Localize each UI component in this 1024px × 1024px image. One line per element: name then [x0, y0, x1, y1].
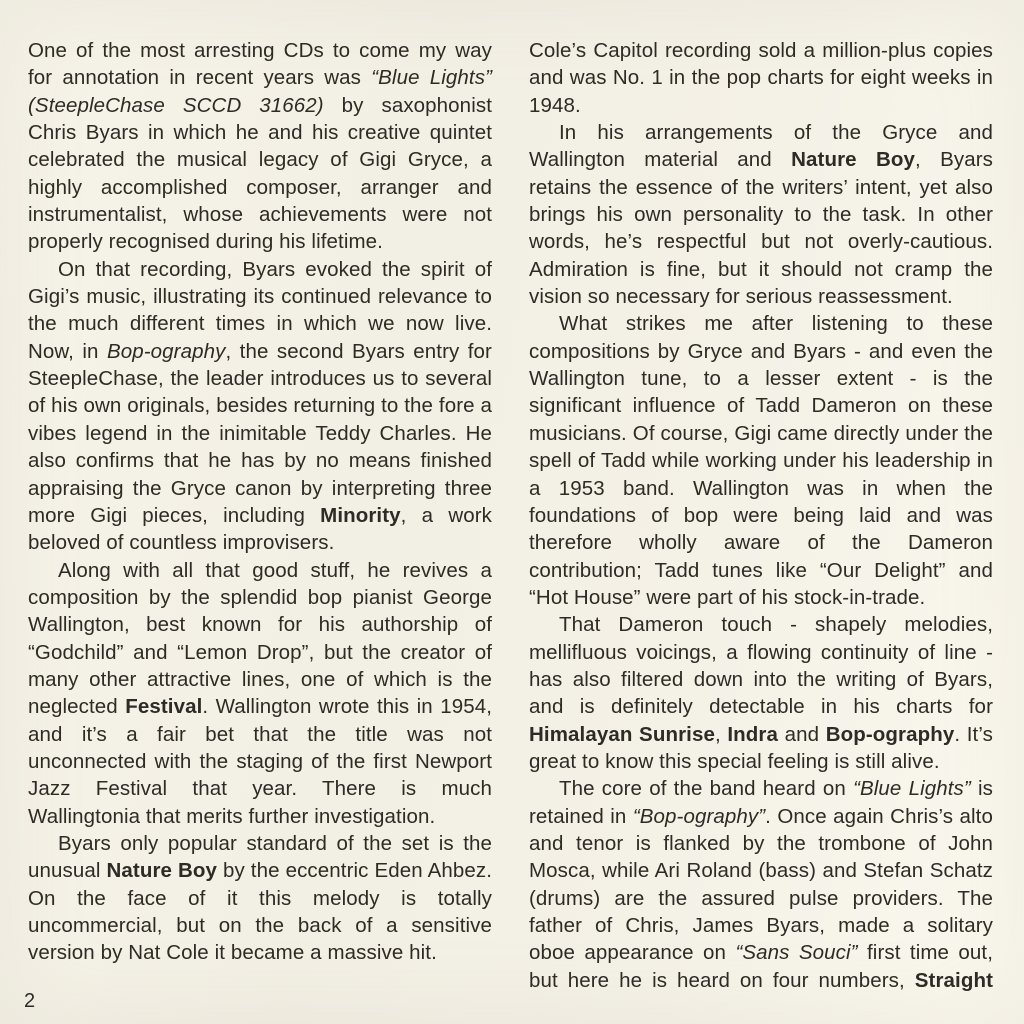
- text-segment: and: [777, 722, 826, 746]
- text-segment: , Byars retains the essence of the writers’ intent, yet also brings his own personality to the task. In other words, he’s respectful but not overly-cautious. Admiration is fine, but it should not cramp the vision so necessary for serious reassessment.: [529, 148, 993, 309]
- text-segment: . Wallington wrote this in 1954, and it’s a fair bet that the title was not unconnected with the staging of the first Newport Jazz Festival that year. There is much Wallingtonia that merits further investigation.: [28, 695, 492, 828]
- text-segment: “Bop-ography”: [632, 804, 766, 828]
- text-segment: Bop-ography: [106, 339, 226, 363]
- text-segment: is retained in: [529, 777, 993, 828]
- text-segment: . It’s great to know this special feeling is still alive.: [529, 722, 993, 773]
- column-left: [28, 37, 492, 994]
- text-segment: Cole’s Capitol recording sold a million-plus copies and was No. 1 in the pop charts for eight weeks in 1948.: [529, 39, 993, 117]
- paragraph: [529, 119, 993, 310]
- text-segment: ,: [714, 722, 728, 746]
- text-segment: , a work beloved of countless improvisers.: [28, 503, 492, 555]
- text-segment: Nature Boy: [791, 148, 915, 172]
- text-segment: That Dameron touch - shapely melodies, mellifluous voicings, a flowing continuity of line - has also filtered down into the writing of Byars, and is definitely detectable in his charts for: [529, 613, 993, 719]
- paragraph: [529, 611, 993, 775]
- paragraph: [28, 557, 492, 830]
- paragraph: [28, 37, 492, 256]
- text-segment: Straight: [914, 968, 993, 992]
- text-segment: by saxophonist Chris Byars in which he and his creative quintet celebrated the musical legacy of Gigi Gryce, a highly accomplished composer, arranger and instrumentalist, whose achievements were not properly recognised during his lifetime.: [28, 93, 492, 254]
- text-segment: first time out, but here he is heard on four numbers,: [529, 941, 994, 992]
- text-segment: Along with all that good stuff, he revives a composition by the splendid bop pianist George Wallington, best known for his authorship of “Godchild” and “Lemon Drop”, but the creator of many other attractive lines, one of which is the neglected: [28, 558, 492, 719]
- text-segment: “Blue Lights” (SteepleChase SCCD 31662): [28, 66, 492, 117]
- text-segment: , the second Byars entry for SteepleChase, the leader introduces us to several of his own originals, besides returning to the fore a vibes legend in the inimitable Teddy Charles. He also confirms that he has by no means finished appraising the Gryce canon by interpreting three more Gigi pieces, including: [28, 339, 492, 527]
- paragraph: [28, 830, 492, 967]
- text-segment: by the eccentric Eden Ahbez. On the face of it this melody is totally uncommercial, but on the back of a sensitive version by Nat Cole it became a massive hit.: [28, 859, 492, 965]
- text-segment: Himalayan Sunrise: [529, 722, 715, 746]
- text-segment: In his arrangements of the Gryce and Wallington material and: [529, 121, 993, 172]
- text-segment: Byars only popular standard of the set is the unusual: [28, 831, 492, 883]
- paragraph: [28, 256, 492, 557]
- paragraph: [529, 37, 993, 119]
- column-right: [529, 37, 993, 994]
- text-segment: Indra: [727, 722, 778, 746]
- text-segment: Nature Boy: [106, 859, 218, 883]
- text-segment: “Sans Souci”: [735, 941, 858, 965]
- paragraph: [529, 310, 993, 611]
- text-segment: Festival: [125, 695, 203, 719]
- text-segment: On that recording, Byars evoked the spirit of Gigi’s music, illustrating its continued relevance to the much different times in which we now live. Now, in: [28, 257, 492, 363]
- text-segment: What strikes me after listening to these compositions by Gryce and Byars - and even the Wallington tune, to a lesser extent - is the significant influence of Tadd Dameron on these musicians. Of course, Gigi came directly under the spell of Tadd while working under his leadership in a 1953 band. Wallington was in when the foundations of bop were being laid and was therefore wholly aware of the Dameron contribution; Tadd tunes like “Our Delight” and “Hot House” were part of his stock-in-trade.: [529, 312, 993, 609]
- text-segment: Minority: [320, 503, 401, 527]
- text-columns: [28, 37, 993, 994]
- text-segment: . Once again Chris’s alto and tenor is flanked by the trombone of John Mosca, while Ari Roland (bass) and Stefan Schatz (drums) are the assured pulse providers. The father of Chris, James Byars, made a solitary oboe appearance on: [529, 804, 993, 965]
- text-segment: One of the most arresting CDs to come my way for annotation in recent years was: [28, 39, 492, 90]
- text-segment: The core of the band heard on: [559, 777, 854, 801]
- text-segment: Bop-ography: [825, 722, 955, 746]
- text-segment: “Blue Lights”: [853, 777, 971, 801]
- page-number: 2: [24, 990, 36, 1012]
- paragraph: [529, 775, 993, 994]
